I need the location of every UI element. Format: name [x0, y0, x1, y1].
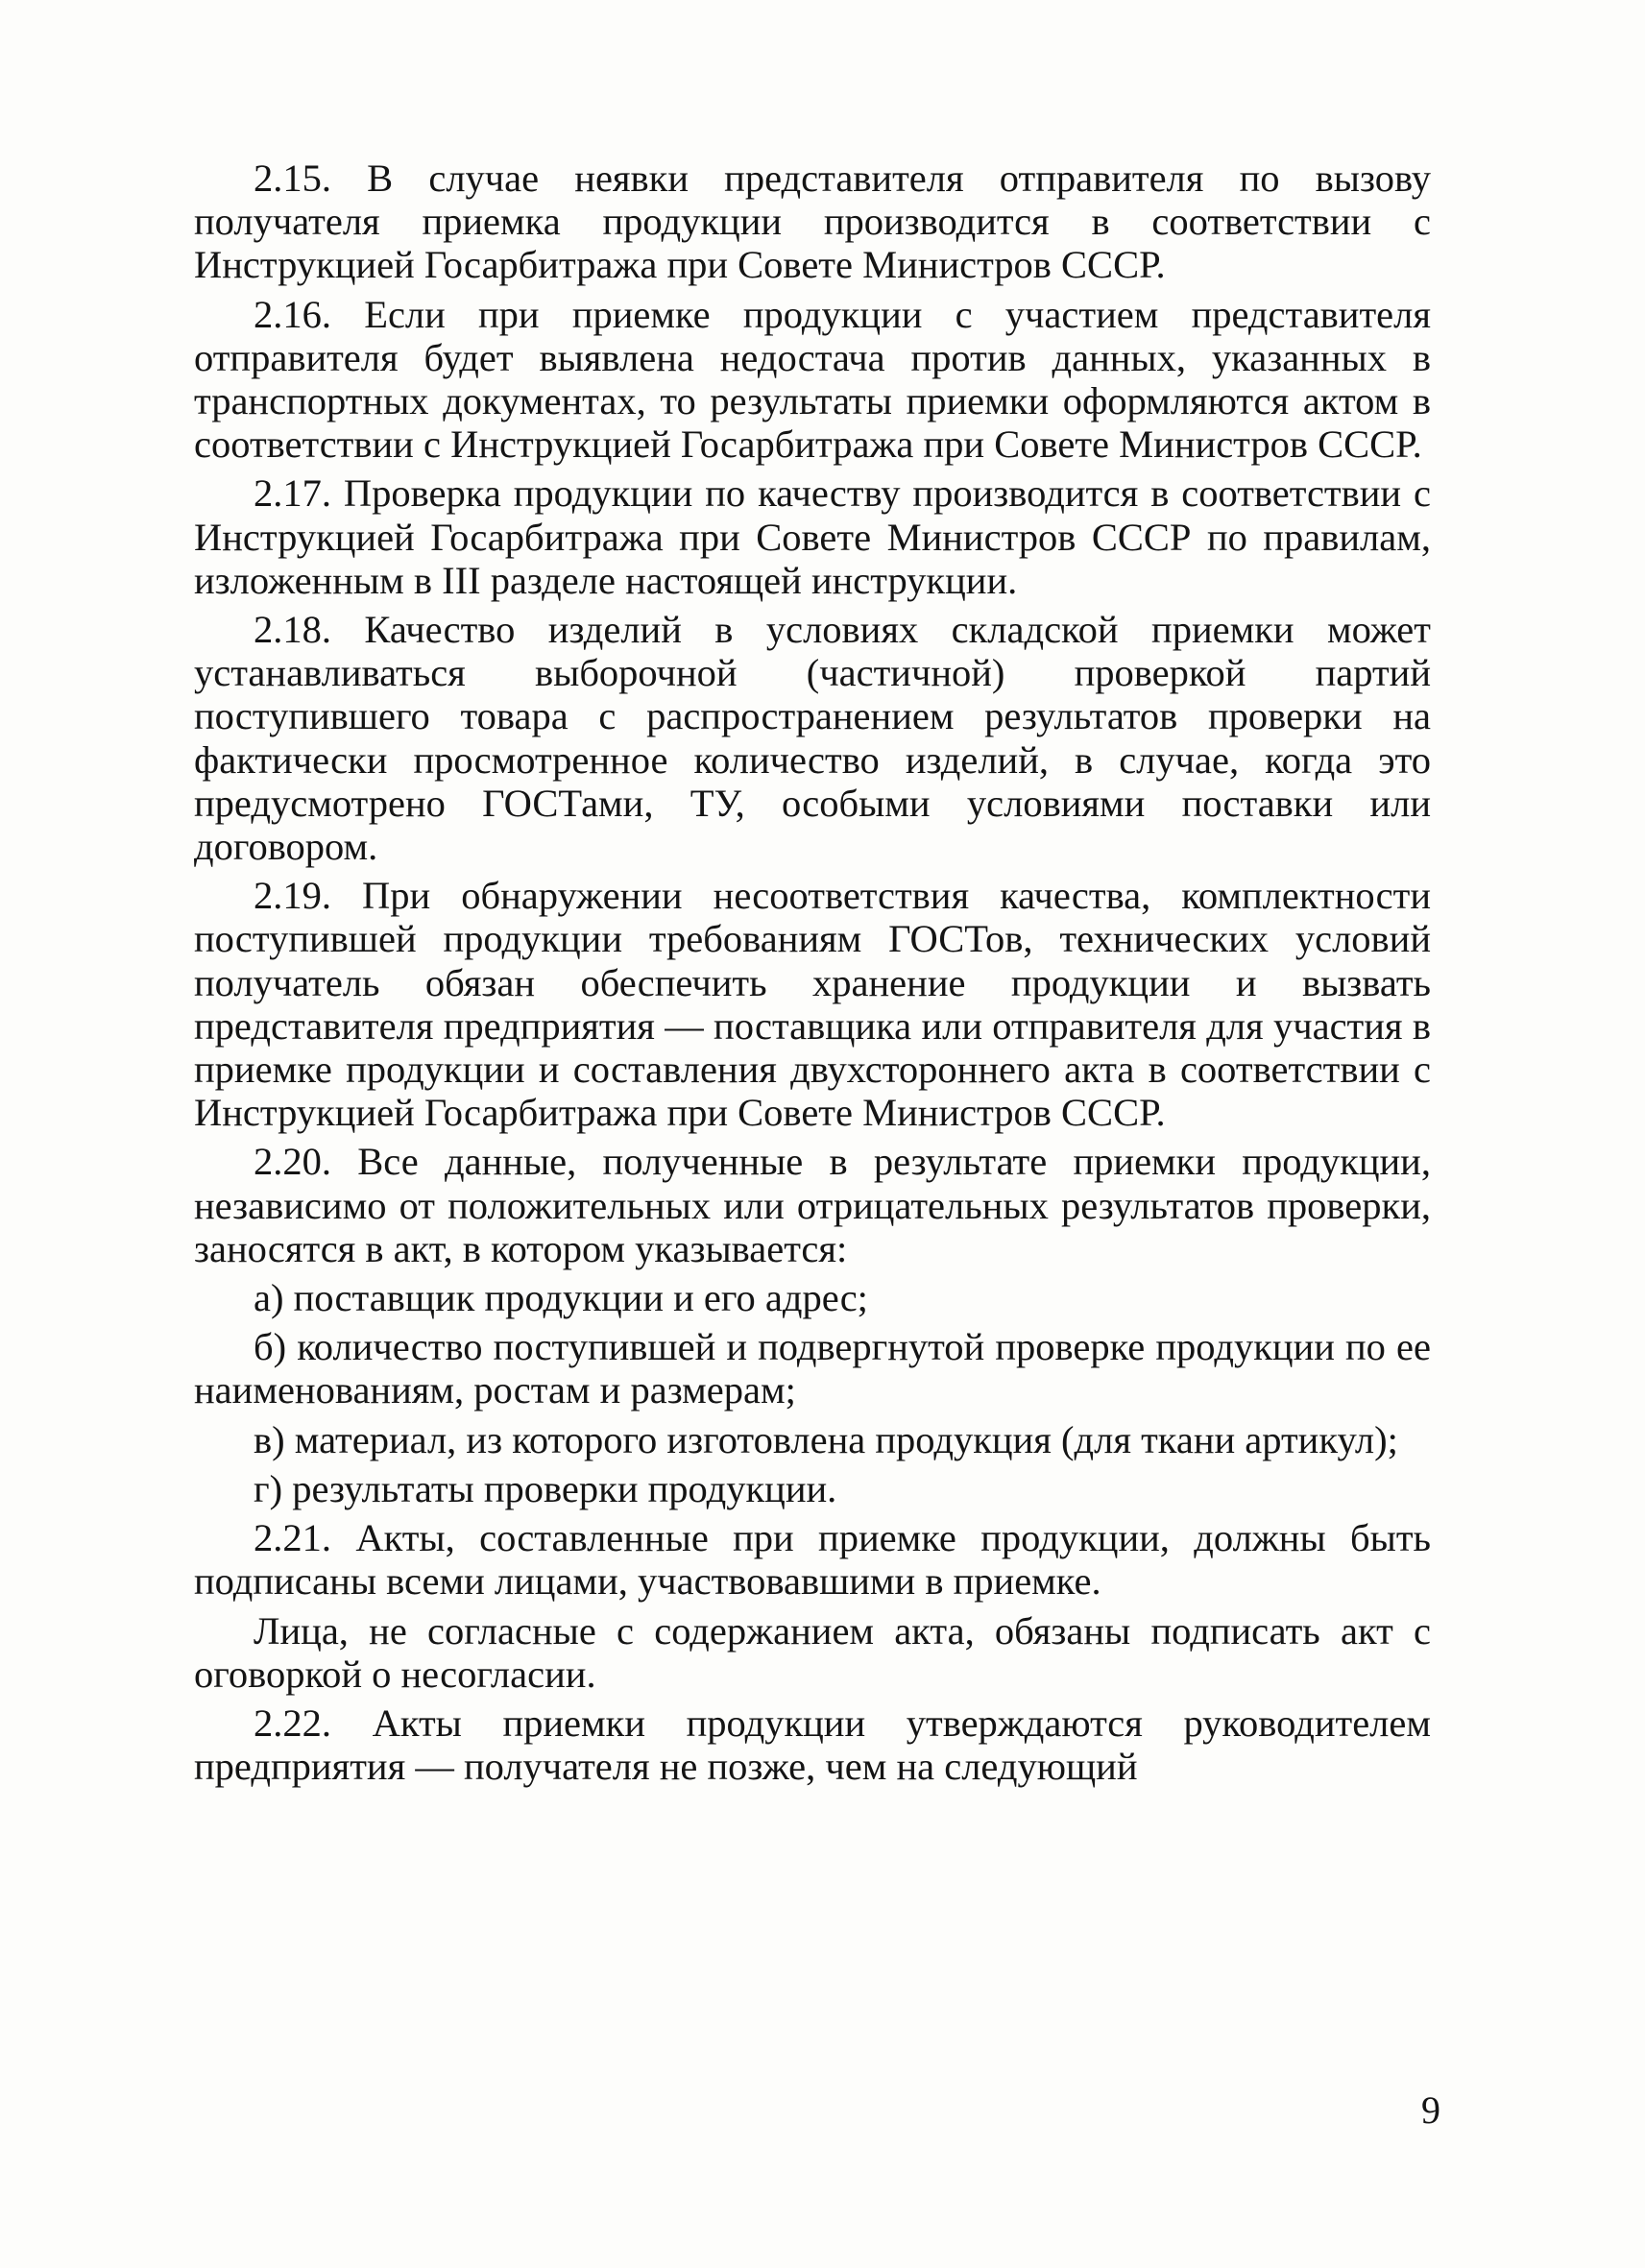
paragraph-2-19: 2.19. При обнаружении несоответствия качества, комплектности поступившей продукции требованиям ГОСТов, технических условий получатель обязан обеспечить хранение продукции и вызвать представителя предприятия — поставщика или отправителя для участия в приемке продукции и составления двухстороннего акта в соответствии с Инструкцией Госарбитража при Совете Министров СССР. [194, 874, 1431, 1135]
paragraph-2-18: 2.18. Качество изделий в условиях складской приемки может устанавливаться выборочной (частичной) проверкой партий поступившего товара с распространением результатов проверки на фактически просмотренное количество изделий, в случае, когда это предусмотрено ГОСТами, ТУ, особыми условиями поставки или договором. [194, 608, 1431, 869]
body-text [194, 157, 1431, 1794]
list-item-g: г) результаты проверки продукции. [254, 1466, 837, 1510]
paragraph-2-21-continued: Лица, не согласные с содержанием акта, обязаны подписать акт с оговоркой о несогласии. [194, 1608, 1431, 1696]
paragraph-2-15: 2.15. В случае неявки представителя отправителя по вызову получателя приемка продукции производится в соответствии с Инструкцией Госарбитража при Совете Министров СССР. [194, 157, 1431, 287]
paragraph-2-22: 2.22. Акты приемки продукции утверждаются руководителем предприятия — получателя не позже, чем на следующий [194, 1701, 1431, 1789]
list-item-b: б) количество поступившей и подвергнутой проверке продукции по ее наименованиям, ростам и размерам; [194, 1325, 1431, 1412]
paragraph-2-21: 2.21. Акты, составленные при приемке продукции, должны быть подписаны всеми лицами, участвовавшими в приемке. [194, 1516, 1431, 1604]
list-item-v: в) материал, из которого изготовлена продукция (для ткани артикул); [254, 1417, 1398, 1461]
list-item-a: а) поставщик продукции и его адрес; [254, 1276, 868, 1320]
page-number: 9 [1421, 2088, 1440, 2132]
paragraph-2-20: 2.20. Все данные, полученные в результате приемки продукции, независимо от положительных или отрицательных результатов проверки, заносятся в акт, в котором указывается: [194, 1140, 1431, 1270]
paragraph-2-17: 2.17. Проверка продукции по качеству производится в соответствии с Инструкцией Госарбитража при Совете Министров СССР по правилам, изложенным в III разделе настоящей инструкции. [194, 471, 1431, 602]
paragraph-2-16: 2.16. Если при приемке продукции с участием представителя отправителя будет выявлена недостача против данных, указанных в транспортных документах, то результаты приемки оформляются актом в соответствии с Инструкцией Госарбитража при Совете Министров СССР. [194, 292, 1431, 467]
